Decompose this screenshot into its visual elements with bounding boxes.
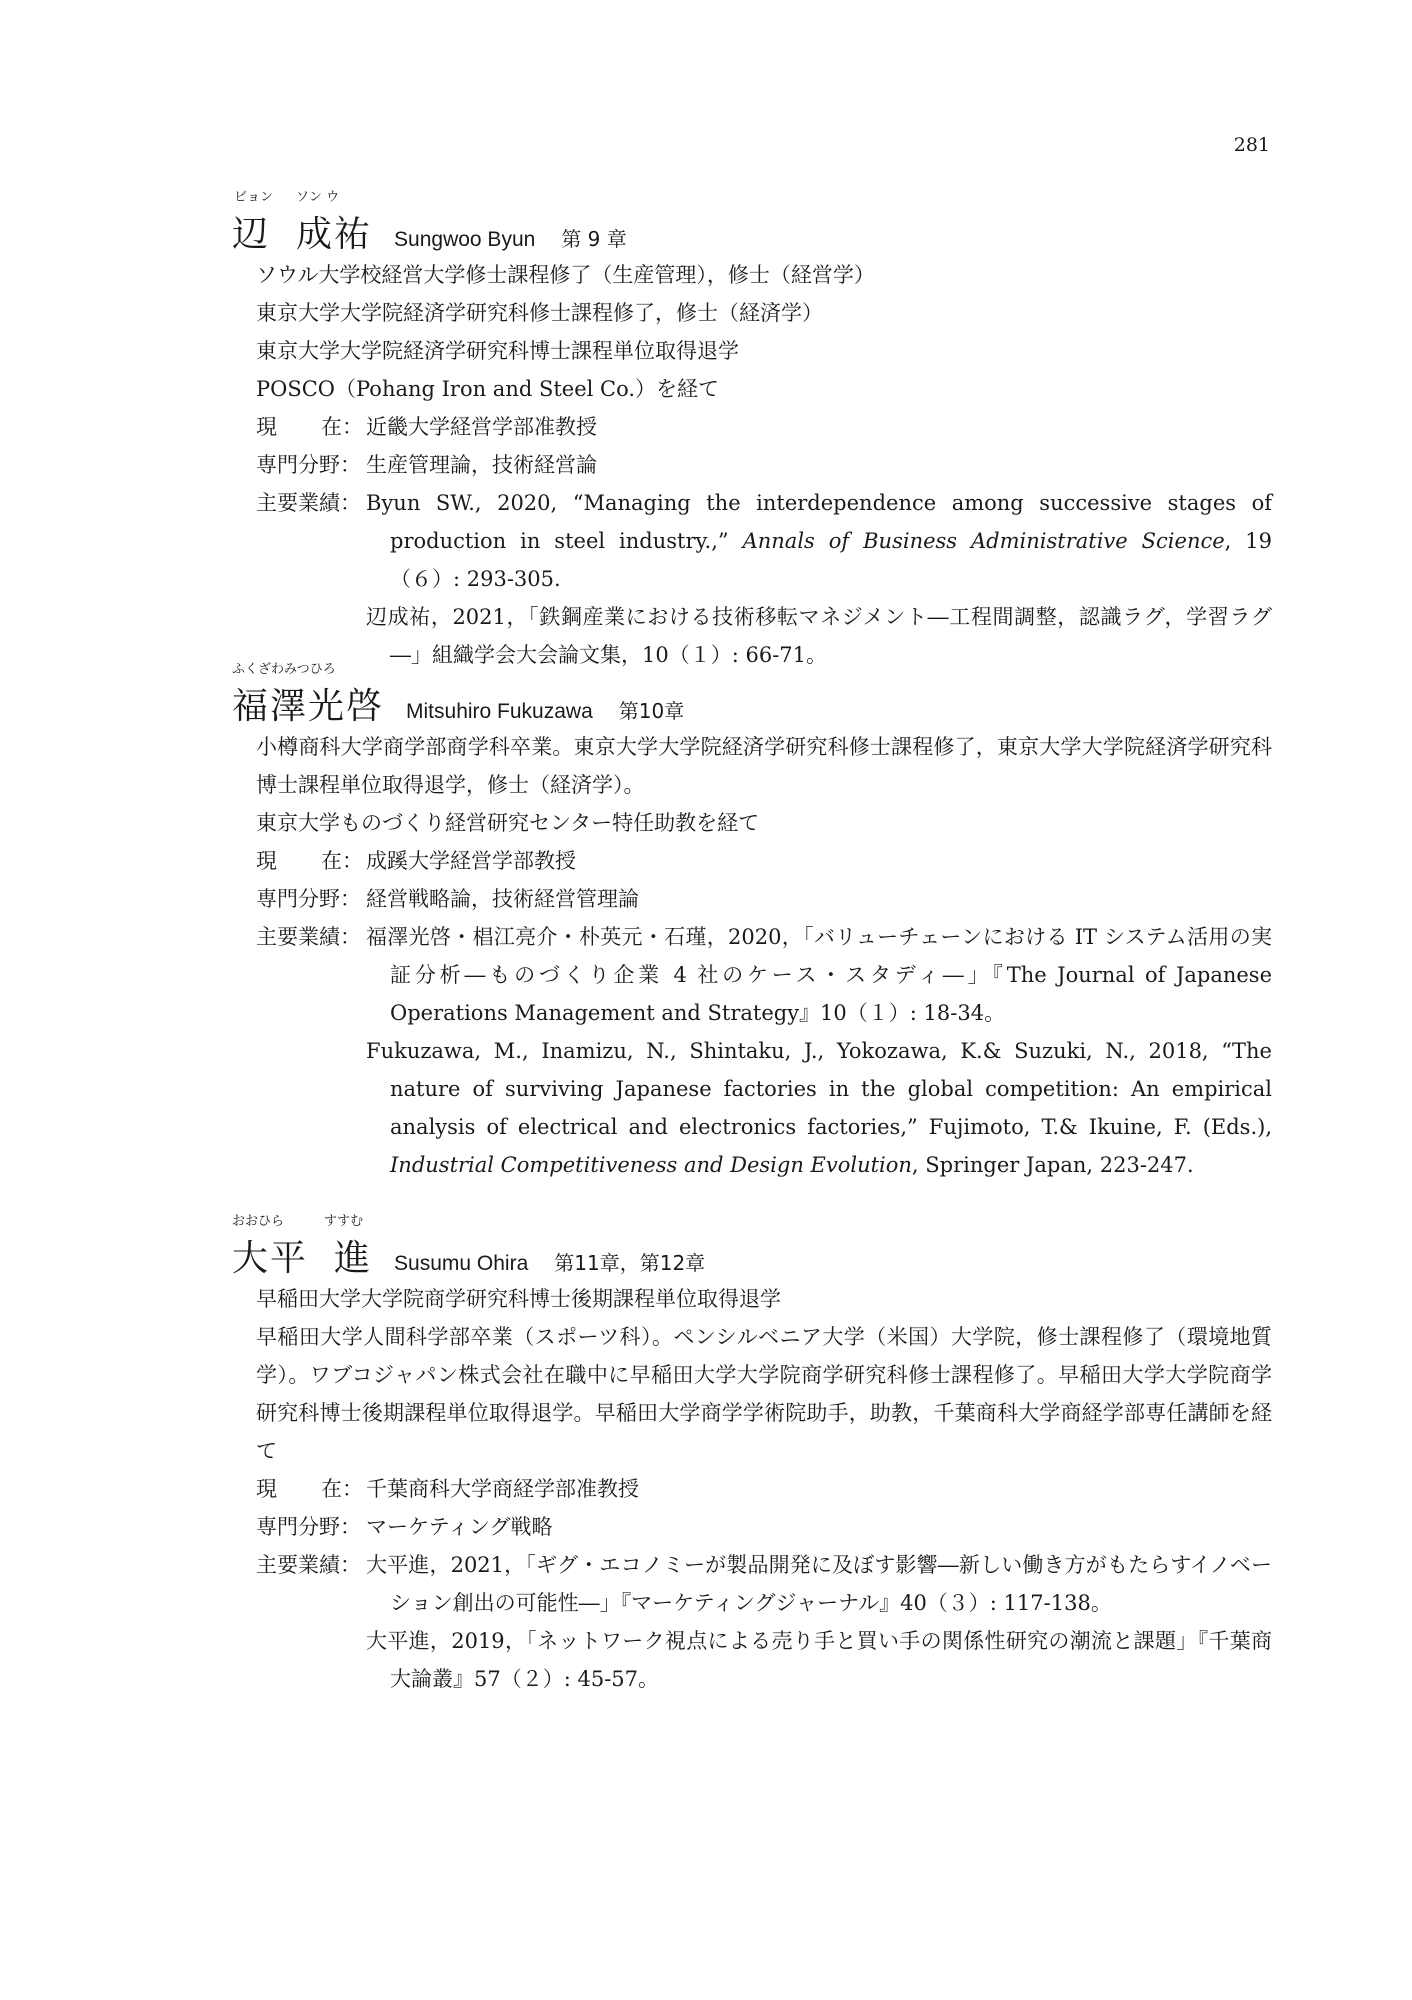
specialty-value: 生産管理論，技術経営論 [366, 453, 597, 477]
works-list [366, 484, 1272, 674]
specialty-label: 専門分野： [256, 887, 361, 911]
ruby-family: おおひら [232, 1214, 285, 1229]
ruby-family: ビョン [234, 190, 274, 205]
work-item: 辺成祐，2021，「鉄鋼産業における技術移転マネジメント―工程間調整，認識ラグ，学習ラグ―」組織学会大会論文集，10（１）: 66-71。 [366, 605, 1272, 667]
specialty [256, 1508, 1272, 1546]
specialty-label: 専門分野： [256, 453, 361, 477]
author-entry-byun [232, 186, 1272, 674]
ruby-given: すすむ [324, 1214, 364, 1229]
specialty [256, 880, 1272, 918]
author-name-kanji [232, 1230, 372, 1281]
work-item: 大平進，2019，「ネットワーク視点による売り手と買い手の関係性研究の潮流と課題」『千葉商大論叢』57（２）: 45-57。 [366, 1629, 1272, 1691]
bio-line: 東京大学大学院経済学研究科博士課程単位取得退学 [256, 339, 739, 363]
family-name: 大平 [232, 1238, 309, 1279]
works-label: 主要業績： [256, 925, 361, 949]
current-label: 現 在： [256, 1477, 363, 1501]
name-row [232, 1230, 1272, 1279]
main-works [256, 1546, 1272, 1698]
bio-paragraph: 小樽商科大学商学部商学科卒業。東京大学大学院経済学研究科修士課程修了，東京大学大学院経済学研究科博士課程単位取得退学，修士（経済学）。 [256, 735, 1272, 797]
name-ruby [232, 1210, 1272, 1230]
bio-line: POSCO（Pohang Iron and Steel Co.）を経て [256, 377, 720, 401]
ruby-given: ソン ウ [296, 190, 340, 205]
author-name-english: Sungwoo Byun [394, 228, 536, 251]
work-item: 大平進，2021，「ギグ・エコノミーが製品開発に及ぼす影響―新しい働き方がもたらすイノベーション創出の可能性―」『マーケティングジャーナル』40（３）: 117-138。 [366, 1553, 1272, 1615]
author-bio [256, 728, 1272, 1184]
current-value: 成蹊大学経営学部教授 [366, 849, 576, 873]
page-number: 281 [1233, 134, 1270, 156]
current-value: 千葉商科大学商経学部准教授 [366, 1477, 639, 1501]
work-item: Byun SW., 2020, “Managing the interdependence among successive stages of production in steel industry.,” Annals of Business Administrative Science, 19（６）: 293-305. [366, 491, 1273, 591]
specialty-label: 専門分野： [256, 1515, 361, 1539]
bio-paragraph: 早稲田大学人間科学部卒業（スポーツ科）。ペンシルベニア大学（米国）大学院，修士課程修了（環境地質学）。ワブコジャパン株式会社在職中に早稲田大学大学院商学研究科修士課程修了。早稲田大学大学院商学研究科博士後期課程単位取得退学。早稲田大学商学学術院助手，助教，千葉商科大学商経学部専任講師を経て [256, 1325, 1272, 1463]
chapter-label: 第10章 [618, 699, 685, 723]
specialty-value: マーケティング戦略 [366, 1515, 553, 1539]
bio-line: ソウル大学校経営大学修士課程修了（生産管理），修士（経営学） [256, 263, 875, 287]
works-label: 主要業績： [256, 491, 361, 515]
specialty-value: 経営戦略論，技術経営管理論 [366, 887, 639, 911]
current-position [256, 408, 1272, 446]
main-works [256, 918, 1272, 1184]
current-label: 現 在： [256, 415, 363, 439]
current-value: 近畿大学経営学部准教授 [366, 415, 597, 439]
author-entry-ohira [232, 1210, 1272, 1698]
work-item: Fukuzawa, M., Inamizu, N., Shintaku, J., Yokozawa, K.& Suzuki, N., 2018, “The nature of surviving Japanese factories in the global competition: An empirical analysis of electrical and electronics factories,” Fujimoto, T.& Ikuine, F. (Eds.), Industrial Competitiveness and Design Evolution, Springer Japan, 223-247. [366, 1039, 1272, 1177]
given-name: 成祐 [296, 214, 373, 255]
author-bio [256, 1280, 1272, 1698]
works-label: 主要業績： [256, 1553, 361, 1577]
author-name-english: Mitsuhiro Fukuzawa [406, 700, 593, 723]
name-ruby [232, 186, 1272, 206]
works-list [366, 1546, 1272, 1698]
author-entry-fukuzawa [232, 658, 1272, 1184]
bio-line: 東京大学ものづくり経営研究センター特任助教を経て [256, 811, 760, 835]
given-name: 進 [334, 1238, 373, 1279]
name-ruby [232, 658, 1272, 678]
work-item: 福澤光啓・椙江亮介・朴英元・石瑾，2020，「バリューチェーンにおける IT システム活用の実証分析―ものづくり企業 4 社のケース・スタディ―」『The Journal of Japanese Operations Management and Strategy』10（１）: 18-34。 [366, 925, 1272, 1025]
name-row [232, 206, 1272, 255]
author-name-kanji [232, 206, 372, 257]
works-list [366, 918, 1272, 1184]
family-name: 辺 [232, 214, 271, 255]
ruby-full: ふくざわみつひろ [232, 662, 336, 677]
current-label: 現 在： [256, 849, 363, 873]
specialty [256, 446, 1272, 484]
chapter-label: 第11章，第12章 [554, 1251, 706, 1275]
bio-line: 東京大学大学院経済学研究科修士課程修了，修士（経済学） [256, 301, 823, 325]
main-works [256, 484, 1272, 674]
current-position [256, 1470, 1272, 1508]
author-name-english: Susumu Ohira [394, 1252, 529, 1275]
name-row [232, 678, 1272, 727]
bio-line: 早稲田大学大学院商学研究科博士後期課程単位取得退学 [256, 1287, 781, 1311]
current-position [256, 842, 1272, 880]
author-bio [256, 256, 1272, 674]
author-name-kanji: 福澤光啓 [232, 686, 385, 727]
chapter-label: 第 9 章 [561, 227, 627, 251]
